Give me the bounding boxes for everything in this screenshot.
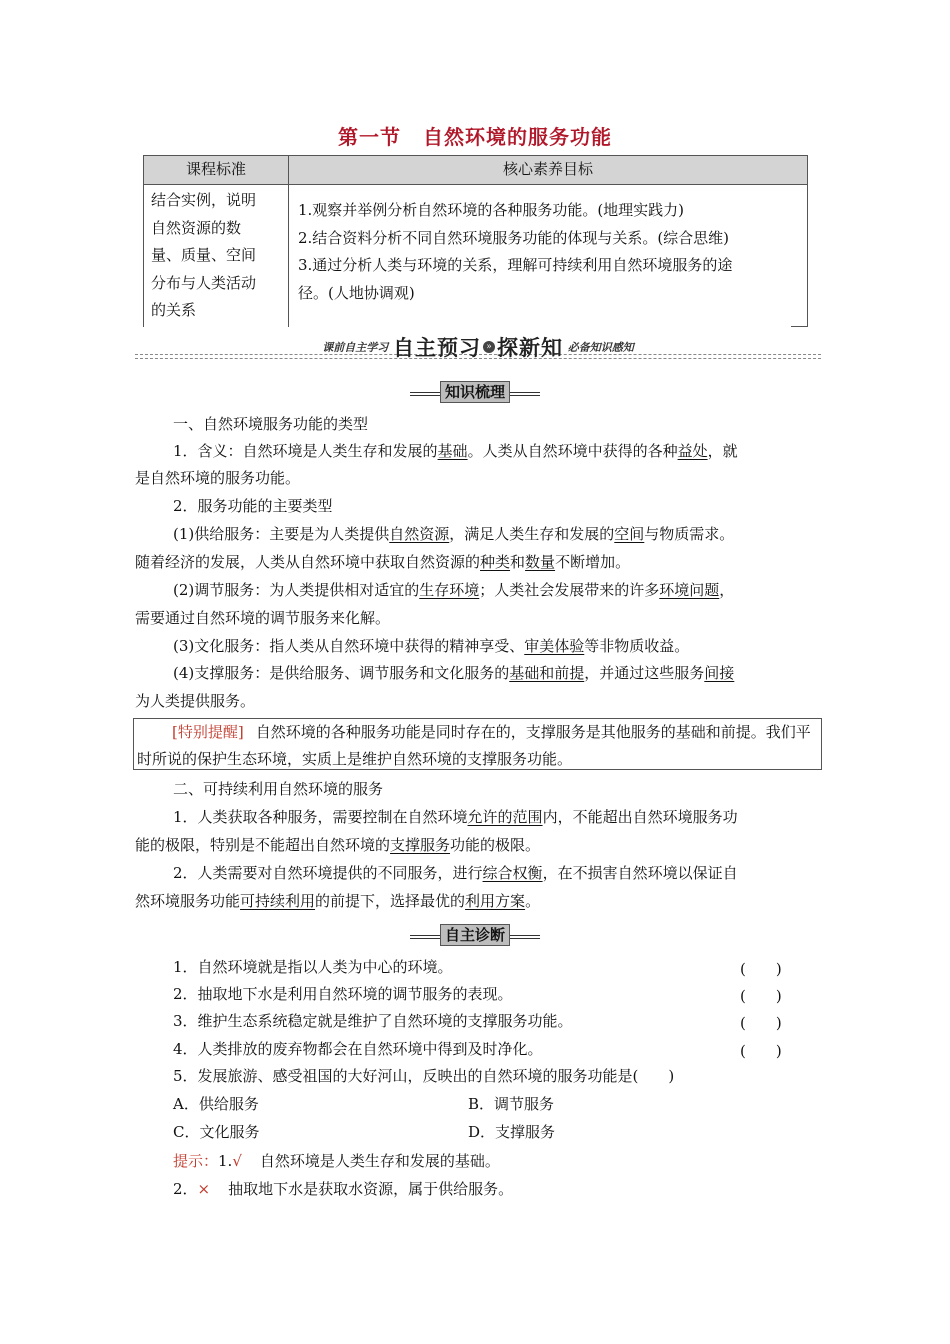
answer-blank[interactable]: ( ) <box>740 1014 782 1032</box>
knowledge-tag-label: 知识梳理 <box>440 381 510 403</box>
banner-right-label: 必备知识感知 <box>567 341 634 354</box>
core-goals-text <box>298 197 798 307</box>
sustainable-point-1-line-1: 1．人类获取各种服务，需要控制在自然环境允许的范围内，不能超出自然环境服务功 <box>173 808 738 826</box>
main-types-heading: 2．服务功能的主要类型 <box>173 497 333 515</box>
regulating-service-line-1: (2)调节服务：为人类提供相对适宜的生存环境；人类社会发展带来的许多环境问题， <box>173 581 735 599</box>
course-standard-text <box>151 187 283 325</box>
section-name: 自然环境的服务功能 <box>423 125 612 149</box>
banner-title-2: 探新知 <box>497 336 563 360</box>
definition-line-1: 1．含义：自然环境是人类生存和发展的基础。人类从自然环境中获得的各种益处，就 <box>173 442 738 460</box>
cultural-service-line: (3)文化服务：指人类从自然环境中获得的精神享受、审美体验等非物质收益。 <box>173 637 690 655</box>
standards-table-header <box>143 155 808 185</box>
heading-sustainable: 二、可持续利用自然环境的服务 <box>173 780 384 798</box>
notice-text: 自然环境的各种服务功能是同时存在的，支撑服务是其他服务的基础和前提。我们平时所说的保护生态环境，实质上是维护自然环境的支撑服务功能。 <box>137 723 811 768</box>
standards-table <box>143 155 808 327</box>
judge-item: 1．自然环境就是指以人类为中心的环境。 <box>173 958 453 976</box>
standard-line: 分布与人类活动 <box>151 273 257 292</box>
section-banner <box>135 332 821 362</box>
answer-blank[interactable]: ( ) <box>740 960 782 978</box>
cross-icon: × <box>197 1180 211 1198</box>
definition-line-2: 是自然环境的服务功能。 <box>135 469 301 487</box>
header-core-goals: 核心素养目标 <box>502 160 593 178</box>
supply-service-line-1: (1)供给服务：主要是为人类提供自然资源，满足人类生存和发展的空间与物质需求。 <box>173 525 735 543</box>
judge-item: 2．抽取地下水是利用自然环境的调节服务的表现。 <box>173 985 513 1003</box>
supporting-service-line-1: (4)支撑服务：是供给服务、调节服务和文化服务的基础和前提，并通过这些服务间接 <box>173 664 735 682</box>
hint-line-2: 2．× 抽取地下水是获取水资源，属于供给服务。 <box>173 1180 514 1198</box>
sustainable-point-1-line-2: 能的极限，特别是不能超出自然环境的支撑服务功能的极限。 <box>135 836 541 854</box>
header-course-standard: 课程标准 <box>144 156 289 184</box>
option-d[interactable]: D．支撑服务 <box>468 1123 556 1141</box>
goal-line: 径。(人地协调观) <box>298 283 415 302</box>
regulating-service-line-2: 需要通过自然环境的调节服务来化解。 <box>135 609 391 627</box>
knowledge-tag <box>410 381 540 405</box>
section-number: 第一节 <box>338 125 401 149</box>
heading-types: 一、自然环境服务功能的类型 <box>173 415 369 433</box>
standard-line: 量、质量、空间 <box>151 246 257 264</box>
goal-line: 3.通过分析人类与环境的关系，理解可持续利用自然环境服务的途 <box>298 256 733 274</box>
notice-label: [特别提醒] <box>172 723 244 741</box>
judge-item: 4．人类排放的废弃物都会在自然环境中得到及时净化。 <box>173 1040 543 1058</box>
answer-blank[interactable]: ( ) <box>740 987 782 1005</box>
hint-label: 提示： <box>173 1152 219 1170</box>
arrow-icon: » <box>483 341 495 353</box>
sustainable-point-2-line-2: 然环境服务功能可持续利用的前提下，选择最优的利用方案。 <box>135 892 541 910</box>
supply-service-line-2: 随着经济的发展，人类从自然环境中获取自然资源的种类和数量不断增加。 <box>135 553 631 571</box>
option-b[interactable]: B．调节服务 <box>468 1095 555 1113</box>
goal-line: 1.观察并举例分析自然环境的各种服务功能。(地理实践力) <box>298 201 685 219</box>
banner-left-label: 课前自主学习 <box>322 341 389 354</box>
special-notice <box>133 718 822 770</box>
check-icon: √ <box>232 1152 242 1170</box>
judge-item: 3．维护生态系统稳定就是维护了自然环境的支撑服务功能。 <box>173 1012 573 1030</box>
standard-line: 自然资源的数 <box>151 218 242 237</box>
answer-blank[interactable]: ( ) <box>740 1042 782 1060</box>
sustainable-point-2-line-1: 2．人类需要对自然环境提供的不同服务，进行综合权衡，在不损害自然环境以保证自 <box>173 864 738 882</box>
option-a[interactable]: A．供给服务 <box>173 1095 259 1113</box>
hint-line-1: 提示：1.√ 自然环境是人类生存和发展的基础。 <box>173 1152 500 1170</box>
banner-title-1: 自主预习 <box>393 336 481 360</box>
diagnosis-tag <box>410 924 540 948</box>
choice-question: 5．发展旅游、感受祖国的大好河山，反映出的自然环境的服务功能是( ) <box>173 1067 675 1085</box>
standard-line: 结合实例，说明 <box>151 191 257 209</box>
standard-line: 的关系 <box>151 301 197 319</box>
option-c[interactable]: C．文化服务 <box>173 1123 260 1141</box>
supporting-service-line-2: 为人类提供服务。 <box>135 692 256 710</box>
goal-line: 2.结合资料分析不同自然环境服务功能的体现与关系。(综合思维) <box>298 228 730 247</box>
page-title <box>0 121 950 150</box>
diagnosis-tag-label: 自主诊断 <box>440 924 510 946</box>
